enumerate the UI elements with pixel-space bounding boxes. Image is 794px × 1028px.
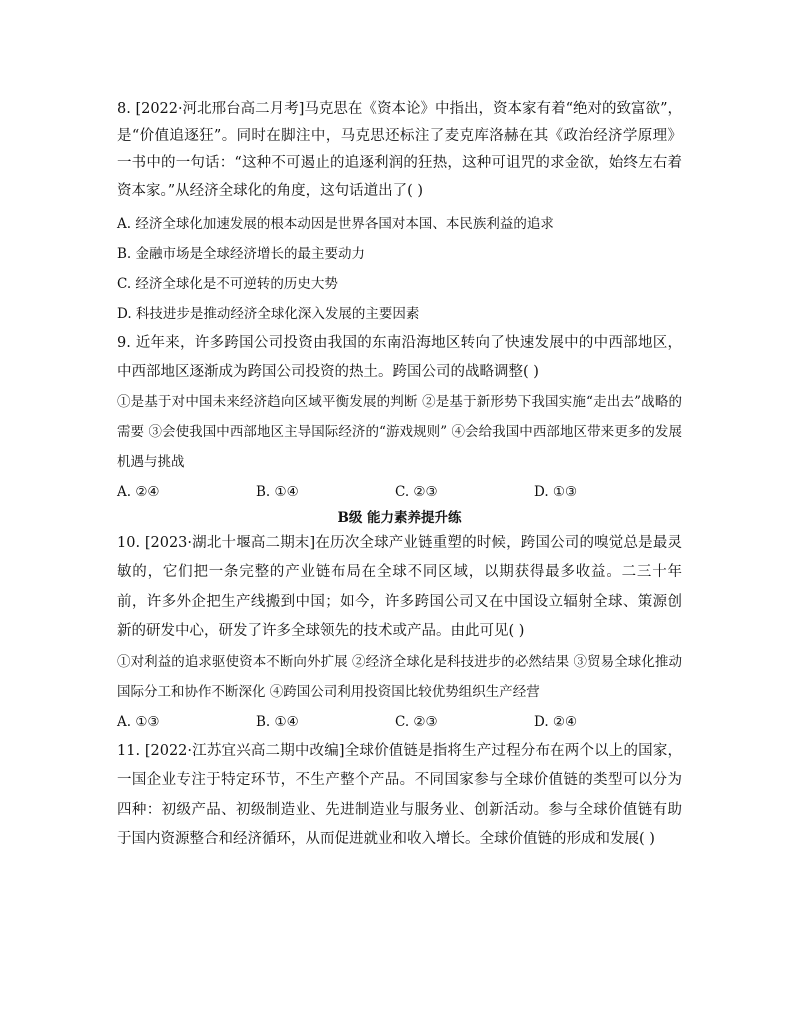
question-9-option-c: C. ②③: [395, 483, 438, 500]
question-8-option-d: D. 科技进步是推动经济全球化深入发展的主要因素: [117, 305, 420, 322]
question-9-statements: ①是基于对中国未来经济趋向区域平衡发展的判断 ②是基于新形势下我国实施“走出去”战略的需要 ③会使我国中西部地区主导国际经济的“游戏规则” ④会给我国中西部地区带来更多的发展机遇与挑战: [117, 393, 682, 470]
question-8-option-b: B. 金融市场是全球经济增长的最主要动力: [117, 245, 366, 262]
question-8-stem: 8. [2022·河北邢台高二月考]马克思在《资本论》中指出，资本家有着“绝对的致富欲”，是“价值追逐狂”。同时在脚注中，马克思还标注了麦克库洛赫在其《政治经济学原理》一书中的一句话：“这种不可遏止的追逐利润的狂热，这种可诅咒的求金欲，始终左右着资本家。”从经济全球化的角度，这句话道出了( ): [117, 101, 682, 199]
question-10-stem: 10. [2023·湖北十堰高二期末]在历次全球产业链重塑的时候，跨国公司的嗅觉总是最灵敏的，它们把一条完整的产业链布局在全球不同区域，以期获得最多收益。二三十年前，许多外企把生产线搬到中国；如今，许多跨国公司又在中国设立辐射全球、策源创新的研发中心，研发了许多全球领先的技术或产品。由此可见( ): [117, 534, 682, 640]
question-10-option-a: A. ①③: [117, 713, 160, 730]
question-10-statements: ①对利益的追求驱使资本不断向外扩展 ②经济全球化是科技进步的必然结果 ③贸易全球化推动国际分工和协作不断深化 ④跨国公司利用投资国比较优势组织生产经营: [117, 653, 682, 700]
question-9-stem: 9. 近年来，许多跨国公司投资由我国的东南沿海地区转向了快速发展中的中西部地区，中西部地区逐渐成为跨国公司投资的热土。跨国公司的战略调整( ): [117, 334, 682, 380]
question-list: [117, 96, 682, 855]
question-9-option-a: A. ②④: [117, 483, 160, 500]
question-11-stem: 11. [2022·江苏宜兴高二期中改编]全球价值链是指将生产过程分布在两个以上的国家，一国企业专注于特定环节，不生产整个产品。不同国家参与全球价值链的类型可以分为四种：初级产品、初级制造业、先进制造业与服务业、创新活动。参与全球价值链有助于国内资源整合和经济循环，从而促进就业和收入增长。全球价值链的形成和发展( ): [117, 742, 682, 848]
question-8-option-a: A. 经济全球化加速发展的根本动因是世界各国对本国、本民族利益的追求: [117, 215, 554, 232]
question-9-options: [117, 477, 682, 507]
question-10-option-d: D. ②④: [534, 713, 578, 730]
question-8-option-c: C. 经济全球化是不可逆转的历史大势: [117, 275, 338, 292]
section-heading-b: B级 能力素养提升练: [337, 509, 462, 526]
question-9-option-d: D. ①③: [534, 483, 578, 500]
question-10-options: [117, 707, 682, 737]
question-10-option-c: C. ②③: [395, 713, 438, 730]
question-10-option-b: B. ①④: [256, 713, 299, 730]
question-9-option-b: B. ①④: [256, 483, 299, 500]
